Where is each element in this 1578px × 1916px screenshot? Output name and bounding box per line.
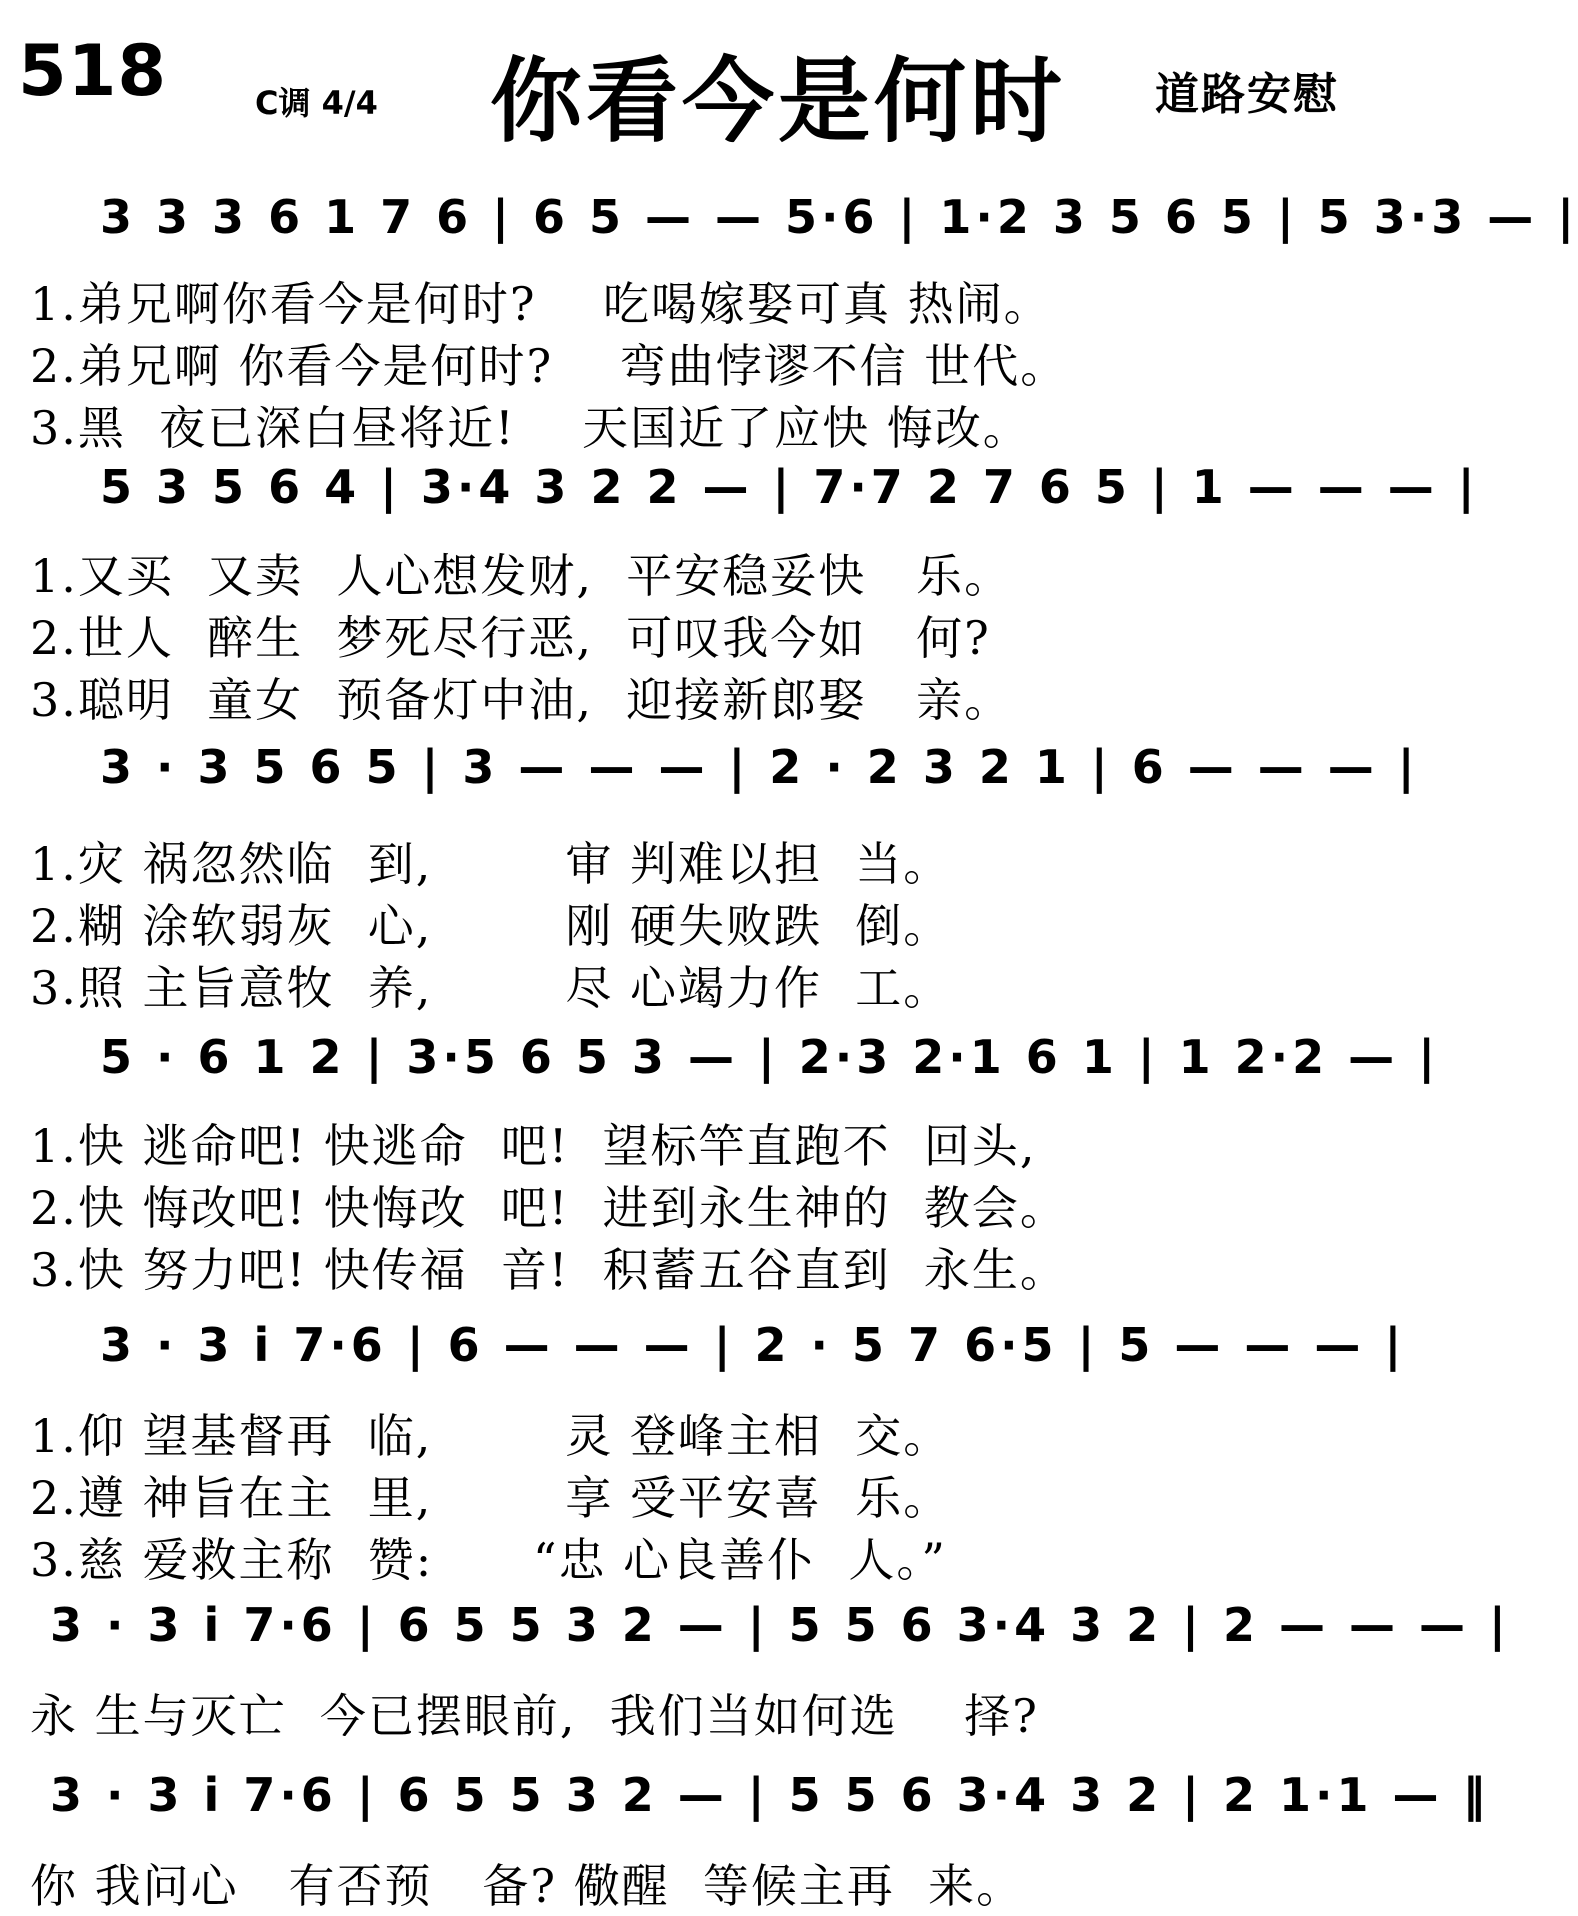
lyric-line-4-2: 2.快 悔改吧! 快悔改 吧! 进到永生神的 教会。 xyxy=(30,1181,1068,1235)
notation-line-2: 5 3 5 6 4 | 3·4 3 2 2 — | 7·7 2 7 6 5 | 1 — — — | xyxy=(100,460,1479,514)
hymn-number: 518 xyxy=(18,30,168,112)
lyric-line-2-3: 3.聪明 童女 预备灯中油, 迎接新郎娶 亲。 xyxy=(30,673,1013,727)
lyric-line-3-1: 1.灾 祸忽然临 到, 审 判难以担 当。 xyxy=(30,837,952,891)
notation-line-5: 3 · 3 i 7·6 | 6 — — — | 2 · 5 7 6·5 | 5 — — — | xyxy=(100,1318,1406,1372)
hymn-source: 道路安慰 xyxy=(1155,69,1339,120)
lyric-line-5-1: 1.仰 望基督再 临, 灵 登峰主相 交。 xyxy=(30,1409,952,1463)
lyric-line-1-1: 1.弟兄啊你看今是何时? 吃喝嫁娶可真 热闹。 xyxy=(30,277,1052,331)
lyric-line-1-2: 2.弟兄啊 你看今是何时? 弯曲悖谬不信 世代。 xyxy=(30,339,1069,393)
notation-line-6: 3 · 3 i 7·6 | 6 5 5 3 2 — | 5 5 6 3·4 3 2 | 2 — — — | xyxy=(50,1598,1510,1652)
lyric-line-5-2: 2.遵 神旨在主 里, 享 受平安喜 乐。 xyxy=(30,1471,952,1525)
lyric-line-1-3: 3.黑 夜已深白昼将近! 天国近了应快 悔改。 xyxy=(30,401,1031,455)
lyric-line-6-1: 永 生与灭亡 今已摆眼前, 我们当如何选 择? xyxy=(30,1689,1039,1743)
lyric-line-4-3: 3.快 努力吧! 快传福 音! 积蓄五谷直到 永生。 xyxy=(30,1243,1068,1297)
key-time-signature: C调 4/4 xyxy=(255,84,378,122)
lyric-line-3-2: 2.糊 涂软弱灰 心, 刚 硬失败跌 倒。 xyxy=(30,899,952,953)
hymn-title: 你看今是何时 xyxy=(490,48,1067,155)
lyric-line-5-3: 3.慈 爱救主称 赞: “忠 心良善仆 人。” xyxy=(30,1533,947,1587)
lyric-line-3-3: 3.照 主旨意牧 养, 尽 心竭力作 工。 xyxy=(30,961,952,1015)
notation-line-1: 3 3 3 6 1 7 6 | 6 5 — — 5·6 | 1·2 3 5 6 5 | 5 3·3 — | xyxy=(100,190,1578,244)
lyric-line-2-1: 1.又买 又卖 人心想发财, 平安稳妥快 乐。 xyxy=(30,549,1013,603)
notation-line-4: 5 · 6 1 2 | 3·5 6 5 3 — | 2·3 2·1 6 1 | 1 2·2 — | xyxy=(100,1030,1439,1084)
notation-line-7: 3 · 3 i 7·6 | 6 5 5 3 2 — | 5 5 6 3·4 3 2 | 2 1·1 — ‖ xyxy=(50,1768,1490,1822)
lyric-line-7-1: 你 我问心 有否预 备? 儆醒 等候主再 来。 xyxy=(30,1859,1025,1913)
notation-line-3: 3 · 3 5 6 5 | 3 — — — | 2 · 2 3 2 1 | 6 — — — | xyxy=(100,740,1419,794)
lyric-line-2-2: 2.世人 醉生 梦死尽行恶, 可叹我今如 何? xyxy=(30,611,991,665)
lyric-line-4-1: 1.快 逃命吧! 快逃命 吧! 望标竿直跑不 回头, xyxy=(30,1119,1037,1173)
